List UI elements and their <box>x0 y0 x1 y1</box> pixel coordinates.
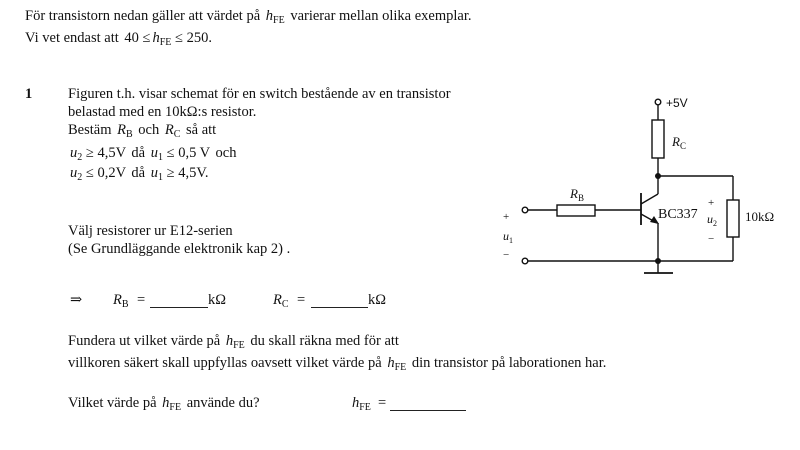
relation: ≥ 4,5V <box>85 145 126 161</box>
u1-minus: − <box>503 249 510 261</box>
intro-text: För transistorn nedan gäller att värdet på <box>25 8 261 24</box>
text: du skall räkna med för att <box>250 333 399 349</box>
collector-node <box>655 173 661 179</box>
rc-label: $R_C$ <box>672 134 686 151</box>
rc-answer-label: $R_C$ <box>273 292 289 310</box>
problem-line-2: belastad med en 10kΩ:s resistor. <box>68 104 257 120</box>
equals-sign: = <box>137 292 146 308</box>
ground-node <box>655 258 661 264</box>
unit-kohm: kΩ <box>208 292 227 308</box>
load-label: 10kΩ <box>745 209 775 224</box>
equals-sign: = <box>297 292 306 308</box>
u2-plus: + <box>708 197 715 209</box>
problem-number: 1 <box>25 86 33 102</box>
text: din transistor på laborationen har. <box>411 355 607 371</box>
u1-label: $u_1$ <box>503 229 513 245</box>
rb-resistor <box>557 205 595 216</box>
problem-line-1: Figuren t.h. visar schemat för en switch bestående av en transistor <box>68 86 451 102</box>
text: då <box>131 145 146 161</box>
supply-terminal <box>655 99 661 105</box>
input-terminal-bottom <box>522 258 528 264</box>
rb-label: $R_B$ <box>570 186 584 203</box>
text: då <box>131 165 146 181</box>
u1-plus: + <box>503 211 510 223</box>
u2-minus: − <box>708 233 715 245</box>
upper-bound: ≤ 250. <box>175 30 212 46</box>
rb-symbol: $R_B$ <box>117 122 133 140</box>
u2-label: $u_2$ <box>707 212 717 228</box>
relation: ≤ 0,5 V <box>166 145 210 161</box>
transistor-label: BC337 <box>658 207 698 222</box>
e12-line-2: (Se Grundläggande elektronik kap 2) . <box>68 241 291 257</box>
hfe-symbol: $h_{FE}$ <box>387 355 407 373</box>
relation: ≤ 0,2V <box>85 165 126 181</box>
rc-resistor <box>652 120 664 158</box>
u2-symbol: $u_2$ <box>70 145 83 163</box>
u2-symbol: $u_2$ <box>70 165 83 183</box>
intro-text: Vi vet endast att <box>25 30 119 46</box>
lower-bound: 40 ≤ <box>124 30 151 46</box>
unit-kohm: kΩ <box>368 292 387 308</box>
relation: ≥ 4,5V <box>166 165 205 181</box>
implies-arrow: ⇒ <box>70 292 83 308</box>
rb-answer-label: $R_B$ <box>113 292 129 310</box>
text: villkoren säkert skall uppfyllas oavsett vilket värde på <box>68 355 382 371</box>
u1-symbol: $u_1$ <box>150 145 163 163</box>
hfe-symbol: $h_{FE}$ <box>162 395 182 413</box>
equals-sign: = <box>378 395 387 411</box>
text: så att <box>186 122 217 138</box>
load-resistor <box>727 200 739 237</box>
hfe-symbol: $h_{FE}$ <box>225 333 245 351</box>
supply-label: +5V <box>666 96 688 110</box>
hfe-symbol: $h_{FE}$ <box>152 30 172 48</box>
input-terminal-top <box>522 207 528 213</box>
hfe-answer-label: $h_{FE}$ <box>352 395 371 413</box>
text: . <box>204 165 209 181</box>
rc-symbol: $R_C$ <box>164 122 181 140</box>
text: Vilket värde på <box>68 395 157 411</box>
intro-text: varierar mellan olika exemplar. <box>290 8 472 24</box>
e12-line-1: Välj resistorer ur E12-serien <box>68 223 233 239</box>
hfe-symbol: $h_{FE}$ <box>265 8 285 26</box>
text: och <box>138 122 160 138</box>
text: använde du? <box>186 395 260 411</box>
text: och <box>215 145 237 161</box>
u1-symbol: $u_1$ <box>150 165 163 183</box>
text: Bestäm <box>68 122 112 138</box>
text: Fundera ut vilket värde på <box>68 333 221 349</box>
